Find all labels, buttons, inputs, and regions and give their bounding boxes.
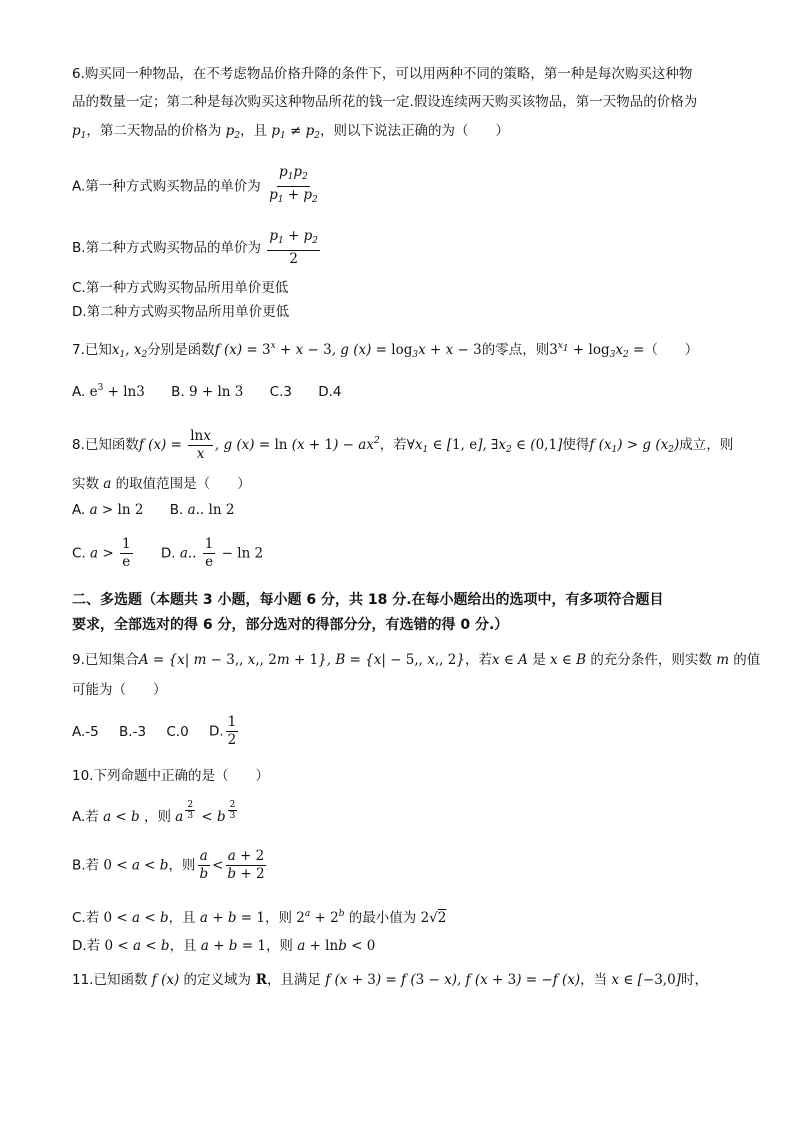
- q8-option-d: D. a.. $\frac{1}{e}$ − ln 2: [160, 536, 264, 570]
- fraction-harmonic: $\frac{p_1p_2}{p_1 + p_2}$: [269, 164, 318, 205]
- section-heading-multi-choice-2: 要求，全部选对的得 6 分，部分选对的得部分分，有选错的得 0 分.）: [72, 617, 509, 633]
- q8-option-b: B. a.. ln 2: [169, 502, 235, 518]
- math-sets: A = {x| m − 3,, x,, 2m + 1}, B = {x| − 5,, x,, 2}: [138, 652, 465, 668]
- q8-option-a: A. a > ln 2: [72, 502, 144, 518]
- q8-options-cd: [72, 536, 754, 571]
- q7-option-c: C.3: [269, 384, 292, 400]
- math-p1-ne-p2: $p_1 \ne p_2$: [267, 123, 321, 141]
- q8-options-ab: [72, 500, 754, 520]
- q9-option-c: C.0: [166, 723, 189, 740]
- math-functions-f-g: f $(x) = 3^x + x - 3$, g $(x) = \log_3x + x - 3$: [214, 341, 482, 360]
- q6-stem-part2: 品的数量一定；第二种是每次购买这种物品所花的钱一定.假设连续两天购买该物品，第一天物品的价格为: [72, 94, 698, 110]
- q10-option-b: B.若 0 < a < b，则 $\frac{a}{b}$ < $\frac{a + 2}{b + 2}$: [72, 848, 265, 882]
- q7-option-d: D.4: [318, 384, 342, 400]
- q10-option-d: D.若 0 < a < b，且 a + b = 1，则 a + lnb < 0: [72, 938, 376, 954]
- q6-stem-part1: 6.购买同一种物品，在不考虑物品价格升降的条件下，可以用两种不同的策略，第一种是每次购买这种物: [72, 66, 693, 82]
- q6-line-2: [72, 92, 754, 112]
- math-p2: $p_2$: [221, 123, 241, 141]
- q7-option-b: B. 9 + ln 3: [171, 384, 244, 400]
- math-a: a: [99, 476, 116, 492]
- math-inequality: f $(x_1) > g$ $(x_2)$: [589, 437, 680, 455]
- section-heading-multi-choice: 二、多选题（本题共 3 小题，每小题 6 分，共 18 分.在每小题给出的选项中，有多项符合题目: [72, 592, 664, 608]
- fraction-arithmetic-mean: $\frac{p_1 + p_2}{2}$: [269, 228, 319, 267]
- math-f-def: f (x) = $\frac{\ln x}{x}$ , g $(x) = \ln (x + 1) - ax^2$: [138, 428, 380, 462]
- q9-stem: 9.已知集合A = {x| m − 3,, x,, 2m + 1}, B = {x| − 5,, x,, 2}，若x ∈ A 是 x ∈ B 的充分条件，则实数 m 的值: [72, 652, 761, 668]
- q10-option-a: A.若 a < b ，则 a $^{\frac{2}{3}}$ < b $^{\frac{2}{3}}$: [72, 800, 236, 825]
- q7-options: [72, 378, 754, 402]
- math-p1: $p_1$: [72, 123, 87, 141]
- q6-option-c: C.第一种方式购买物品所用单价更低: [72, 280, 289, 296]
- q8-option-c: C. a > $\frac{1}{e}$: [72, 536, 131, 570]
- q7-stem: 7.已知$x_1$, $x_2$分别是函数f $(x) = 3^x + x - 3$, g $(x) = \log_3x + x - 3$的零点，则$3^{x_1} + \log_3x_2$ =（ ）: [72, 341, 699, 360]
- q6-option-a: A.第一种方式购买物品的单价为 $\frac{p_1p_2}{p_1 + p_2}$: [72, 164, 754, 209]
- q8-stem: 8.已知函数f (x) = $\frac{\ln x}{x}$ , g $(x) = \ln (x + 1) - ax^2$，若$\forall x_1$ ∈ [1, e], $\exists x_2$ ∈ (0,1]使得f $(x_1) > g$ $(x_2)$成立，则: [72, 428, 734, 462]
- q10-option-c: C.若 0 < a < b，且 a + b = 1，则 $2^a + 2^b$ 的最小值为 2√2: [72, 909, 447, 926]
- math-quantifiers: $\forall x_1$ ∈ [1, e], $\exists x_2$ ∈ (0,1]: [406, 437, 563, 455]
- q9-option-d: D. $\frac{1}{2}$: [208, 714, 237, 748]
- q7-option-a: A. $e^3 + \ln 3$: [72, 383, 145, 400]
- q9-options: [72, 714, 754, 749]
- q11-stem: 11.已知函数 f (x) 的定义域为 R，且满足 f (x + 3) = f (3 − x), f (x + 3) = −f (x)，当 x ∈ [−3,0]时，: [72, 972, 708, 988]
- q9-option-a: A.-5: [72, 723, 99, 740]
- q8-stem-line-2: 实数 a 的取值范围是（ ）: [72, 476, 251, 492]
- q6-line-1: [72, 64, 754, 84]
- math-x1-x2: $x_1$, $x_2$: [111, 342, 148, 360]
- q6-option-d: D.第二种方式购买物品所用单价更低: [72, 304, 290, 320]
- math-expression-q7: $3^{x_1} + \log_3x_2$ =: [549, 341, 645, 360]
- q6-option-b: B.第二种方式购买物品的单价为 $\frac{p_1 + p_2}{2}$: [72, 228, 319, 267]
- q9-stem-line-2: 可能为（ ）: [72, 682, 167, 698]
- q6-line-3: $p_1$，第二天物品的价格为 $p_2$，且 $p_1 \ne p_2$，则以下说法正确的为（ ）: [72, 123, 510, 141]
- q9-option-b: B.-3: [119, 723, 147, 740]
- q10-stem: 10.下列命题中正确的是（ ）: [72, 768, 269, 784]
